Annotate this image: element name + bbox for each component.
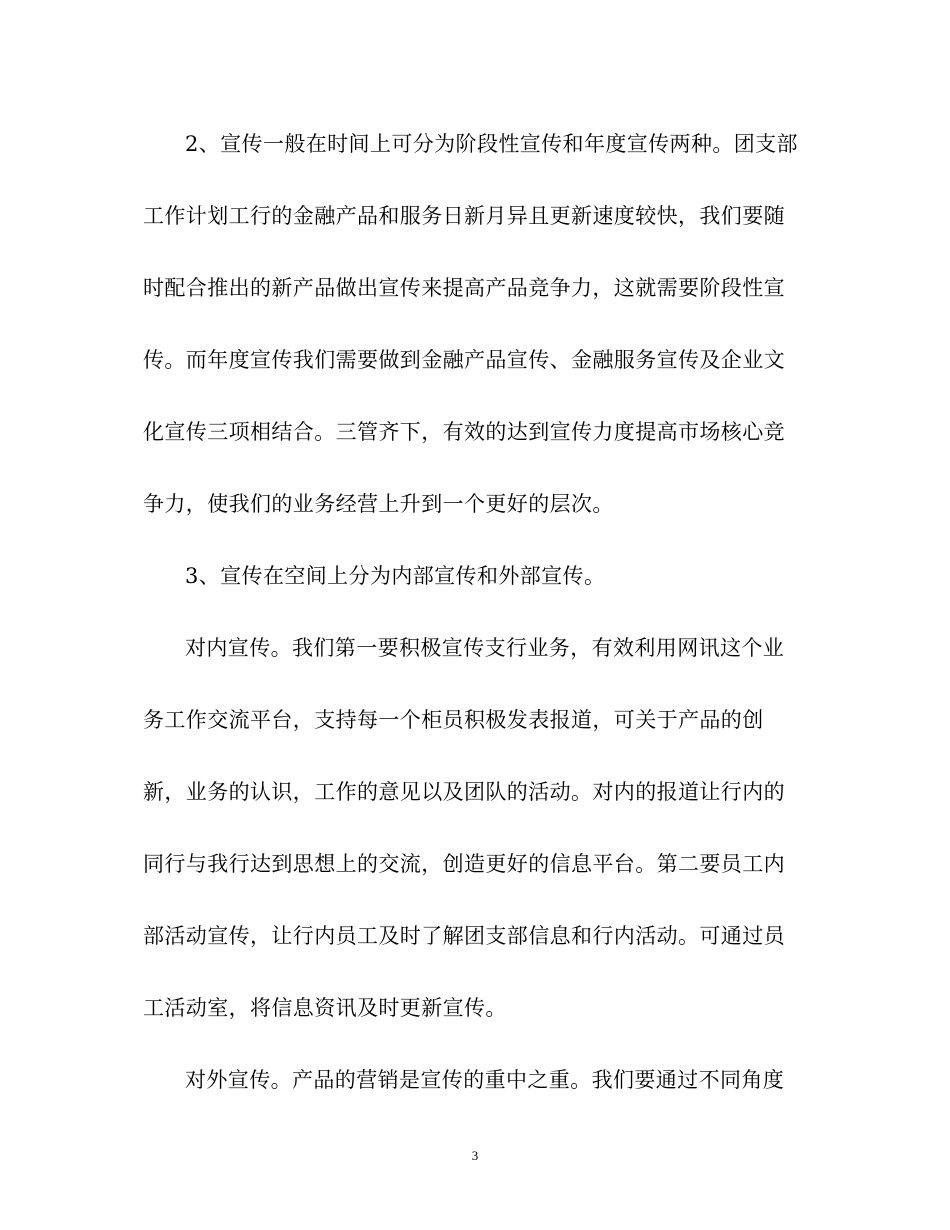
- paragraph-line: 争力，使我们的业务经营上升到一个更好的层次。: [143, 492, 614, 516]
- paragraph-line: 时配合推出的新产品做出宣传来提高产品竞争力，这就需要阶段性宣: [143, 276, 785, 300]
- paragraph-line: 工活动室，将信息资讯及时更新宣传。: [143, 996, 507, 1020]
- paragraph-line: 新，业务的认识，工作的意见以及团队的活动。对内的报道让行内的: [143, 780, 785, 804]
- paragraph-line: 对外宣传。产品的营销是宣传的重中之重。我们要通过不同角度: [185, 1068, 785, 1092]
- paragraph-line: 同行与我行达到思想上的交流，创造更好的信息平台。第二要员工内: [143, 852, 785, 876]
- paragraph-line: 部活动宣传，让行内员工及时了解团支部信息和行内活动。可通过员: [143, 924, 785, 948]
- paragraph-line: 务工作交流平台，支持每一个柜员积极发表报道，可关于产品的创: [143, 708, 764, 732]
- paragraph-line: 3、宣传在空间上分为内部宣传和外部宣传。: [185, 564, 606, 588]
- paragraph-line: 传。而年度宣传我们需要做到金融产品宣传、金融服务宣传及企业文: [143, 348, 785, 372]
- page-number: 3: [471, 1148, 479, 1163]
- paragraph-line: 工作计划工行的金融产品和服务日新月异且更新速度较快，我们要随: [143, 204, 785, 228]
- paragraph-line: 对内宣传。我们第一要积极宣传支行业务，有效利用网讯这个业: [185, 636, 785, 660]
- paragraph-line: 2、宣传一般在时间上可分为阶段性宣传和年度宣传两种。团支部: [185, 132, 798, 156]
- paragraph-line: 化宣传三项相结合。三管齐下，有效的达到宣传力度提高市场核心竞: [143, 420, 785, 444]
